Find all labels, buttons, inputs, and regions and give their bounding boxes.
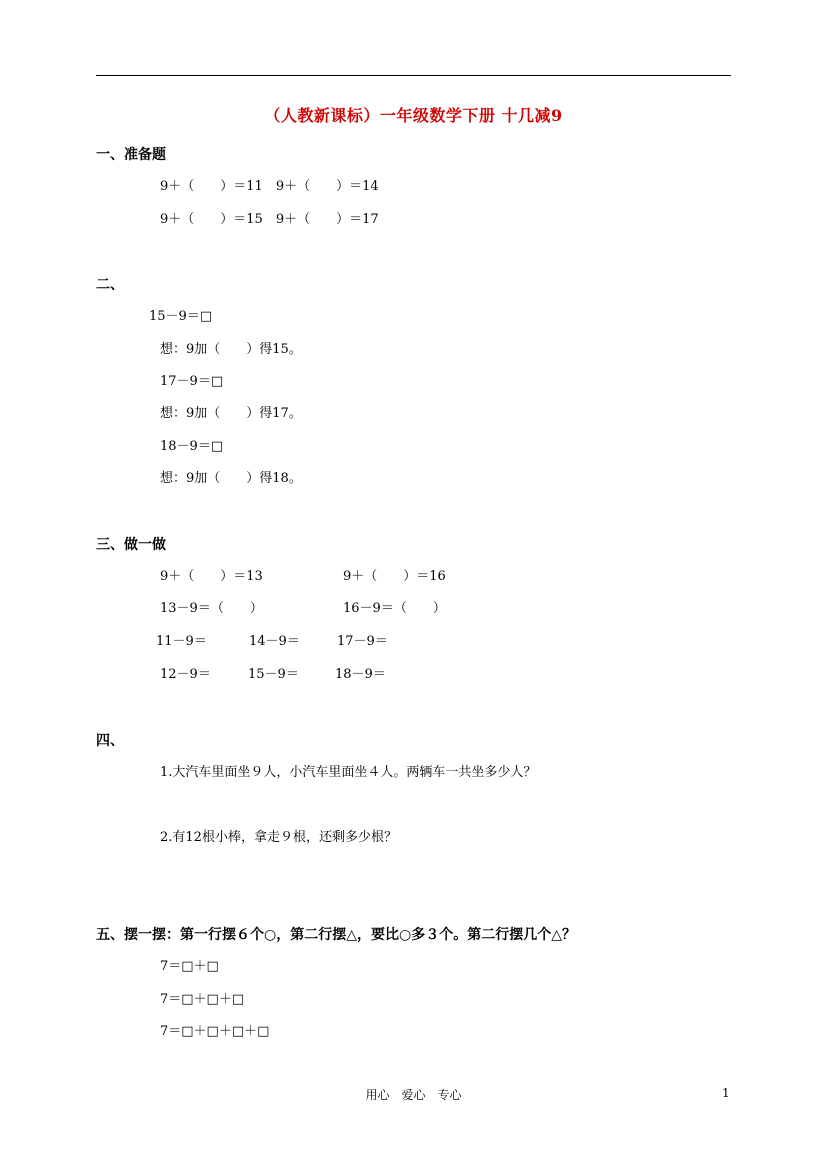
footer-text: 用心 爱心 专心 bbox=[365, 1088, 462, 1102]
section-3-r1-c1: 9＋（ ）＝13 bbox=[160, 569, 263, 584]
section-3-r4-c1: 12－9＝ bbox=[160, 667, 211, 682]
section-5-heading: 五、摆一摆：第一行摆６个○，第二行摆△，要比○多３个。第二行摆几个△？ bbox=[96, 927, 576, 943]
section-3-heading: 三、做一做 bbox=[96, 537, 166, 553]
section-4-question-2: 2.有12根小棒，拿走９根，还剩多少根？ bbox=[160, 830, 397, 845]
section-2-line-1: 15－9＝□ bbox=[149, 309, 213, 324]
header-rule bbox=[96, 75, 731, 76]
section-3-r2-c2: 16－9＝（ ） bbox=[343, 601, 446, 616]
page-number: 1 bbox=[722, 1086, 730, 1100]
section-3-r2-c1: 13－9＝（ ） bbox=[160, 601, 263, 616]
section-3-r3-c2: 14－9＝ bbox=[249, 634, 300, 649]
section-4-heading: 四、 bbox=[96, 733, 124, 749]
section-2-line-2: 想：9加（ ）得15。 bbox=[160, 342, 302, 357]
section-5-line-1: 7＝□＋□ bbox=[160, 959, 219, 974]
section-5-line-3: 7＝□＋□＋□＋□ bbox=[160, 1024, 270, 1039]
section-4-question-1: 1.大汽车里面坐９人，小汽车里面坐４人。两辆车一共坐多少人？ bbox=[160, 765, 537, 780]
section-2-heading: 二、 bbox=[96, 277, 124, 293]
section-5-line-2: 7＝□＋□＋□ bbox=[160, 992, 245, 1007]
section-1-line-2: 9＋（ ）＝15 9＋（ ）＝17 bbox=[160, 212, 379, 227]
section-3-r1-c2: 9＋（ ）＝16 bbox=[343, 569, 446, 584]
section-2-line-4: 想：9加（ ）得17。 bbox=[160, 406, 302, 421]
section-3-r3-c1: 11－9＝ bbox=[156, 634, 207, 649]
section-3-r4-c3: 18－9＝ bbox=[335, 667, 386, 682]
section-1-line-1: 9＋（ ）＝11 9＋（ ）＝14 bbox=[160, 179, 379, 194]
section-2-line-6: 想：9加（ ）得18。 bbox=[160, 471, 302, 486]
section-1-heading: 一、准备题 bbox=[96, 147, 166, 163]
section-2-line-3: 17－9＝□ bbox=[160, 374, 224, 389]
section-2-line-5: 18－9＝□ bbox=[160, 439, 224, 454]
section-3-r3-c3: 17－9＝ bbox=[337, 634, 388, 649]
page-title: （人教新课标）一年级数学下册 十几减9 bbox=[264, 106, 563, 125]
section-3-r4-c2: 15－9＝ bbox=[248, 667, 299, 682]
